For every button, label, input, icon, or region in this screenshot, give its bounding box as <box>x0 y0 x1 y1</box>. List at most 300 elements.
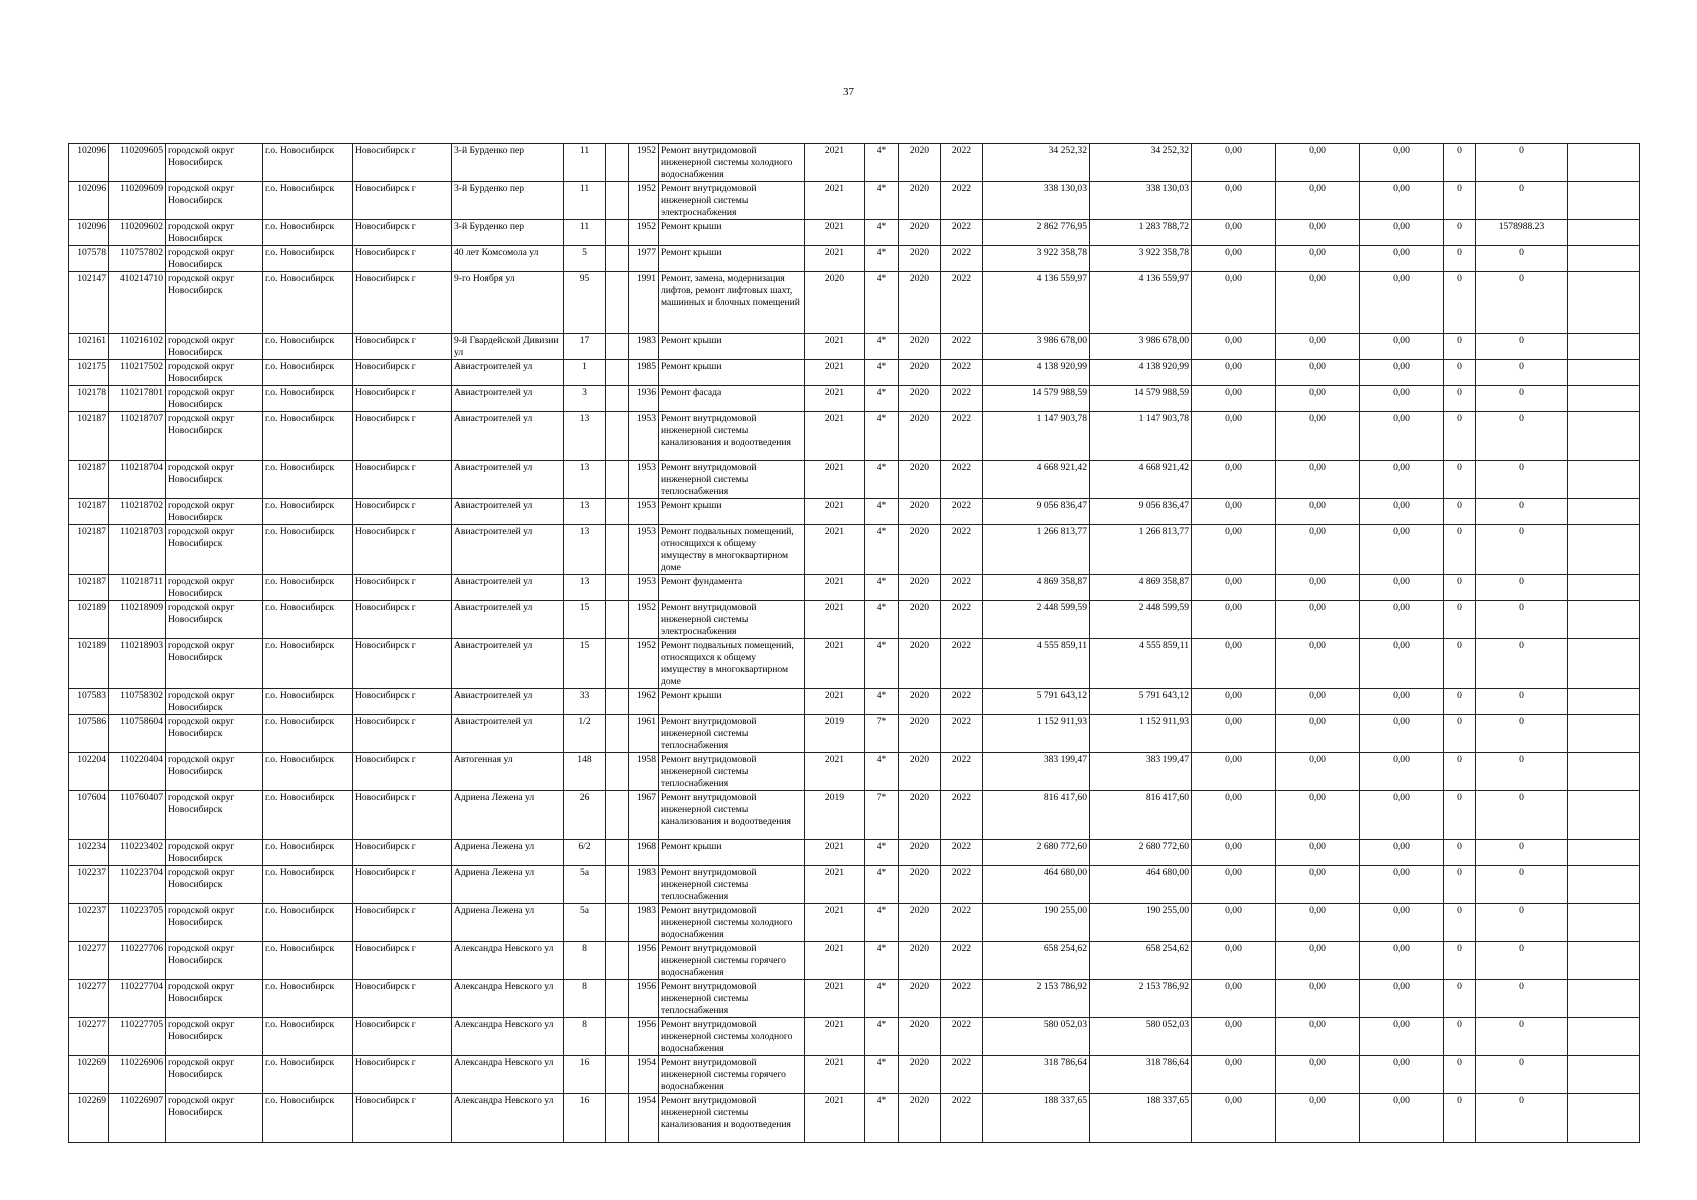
cell-start-year: 2020 <box>899 1056 941 1094</box>
cell-other-count: 0 <box>1444 715 1476 753</box>
cell-fund-cost: 4 555 859,11 <box>1090 639 1192 689</box>
cell-note-mark: 4* <box>865 525 899 575</box>
cell-blank-cell <box>1568 1018 1640 1056</box>
cell-start-year: 2020 <box>899 334 941 360</box>
cell-municipality: городской округ Новосибирск <box>166 639 263 689</box>
table-row <box>69 1018 1640 1056</box>
cell-street: Адриена Лежена ул <box>452 840 564 866</box>
page-number: 37 <box>843 86 854 98</box>
cell-district: г.о. Новосибирск <box>263 601 353 639</box>
cell-street: 3-й Бурденко пер <box>452 144 564 182</box>
cell-fund-cost: 464 680,00 <box>1090 866 1192 904</box>
cell-district: г.о. Новосибирск <box>263 1094 353 1143</box>
cell-construction-year: 1954 <box>629 1094 659 1143</box>
cell-municipality: городской округ Новосибирск <box>166 386 263 412</box>
cell-other-sources: 0 <box>1476 334 1568 360</box>
cell-work-code: 110218702 <box>109 499 166 525</box>
cell-street: Авиастроителей ул <box>452 499 564 525</box>
cell-start-year: 2020 <box>899 461 941 499</box>
cell-budget-cost-3: 0,00 <box>1360 246 1444 272</box>
cell-settlement: Новосибирск г <box>353 246 452 272</box>
cell-settlement: Новосибирск г <box>353 980 452 1018</box>
cell-other-sources: 0 <box>1476 1094 1568 1143</box>
cell-work-type: Ремонт внутридомовой инженерной системы канализования и водоотведения <box>659 412 805 461</box>
cell-blank-cell <box>1568 601 1640 639</box>
cell-budget-cost-2: 0,00 <box>1276 575 1360 601</box>
cell-other-sources: 0 <box>1476 499 1568 525</box>
cell-settlement: Новосибирск г <box>353 1056 452 1094</box>
cell-municipality: городской округ Новосибирск <box>166 980 263 1018</box>
cell-blank-cell <box>1568 182 1640 220</box>
cell-budget-cost-2: 0,00 <box>1276 1094 1360 1143</box>
cell-budget-cost-1: 0,00 <box>1192 499 1276 525</box>
cell-settlement: Новосибирск г <box>353 575 452 601</box>
cell-total-cost: 190 255,00 <box>983 904 1090 942</box>
cell-work-code: 110218711 <box>109 575 166 601</box>
cell-construction-year: 1968 <box>629 840 659 866</box>
table-row <box>69 942 1640 980</box>
cell-total-cost: 1 152 911,93 <box>983 715 1090 753</box>
cell-settlement: Новосибирск г <box>353 1018 452 1056</box>
cell-plan-year: 2021 <box>805 980 865 1018</box>
cell-blank-cell <box>1568 360 1640 386</box>
cell-budget-cost-3: 0,00 <box>1360 525 1444 575</box>
cell-start-year: 2020 <box>899 246 941 272</box>
cell-construction-year: 1956 <box>629 942 659 980</box>
cell-blank-cell <box>1568 246 1640 272</box>
cell-work-code: 110218703 <box>109 525 166 575</box>
cell-plan-year: 2021 <box>805 575 865 601</box>
cell-other-sources: 0 <box>1476 182 1568 220</box>
cell-municipality: городской округ Новосибирск <box>166 1094 263 1143</box>
cell-house-number: 16 <box>564 1056 606 1094</box>
cell-work-type: Ремонт внутридомовой инженерной системы горячего водоснабжения <box>659 942 805 980</box>
cell-note-mark: 4* <box>865 980 899 1018</box>
cell-other-count: 0 <box>1444 525 1476 575</box>
cell-district: г.о. Новосибирск <box>263 220 353 246</box>
table-row <box>69 386 1640 412</box>
cell-other-count: 0 <box>1444 575 1476 601</box>
cell-work-code: 110226907 <box>109 1094 166 1143</box>
cell-other-count: 0 <box>1444 412 1476 461</box>
cell-other-count: 0 <box>1444 360 1476 386</box>
cell-work-type: Ремонт внутридомовой инженерной системы холодного водоснабжения <box>659 904 805 942</box>
cell-settlement: Новосибирск г <box>353 791 452 840</box>
cell-budget-cost-2: 0,00 <box>1276 980 1360 1018</box>
cell-object-id: 102237 <box>69 904 109 942</box>
cell-building-letter <box>606 980 629 1018</box>
cell-other-count: 0 <box>1444 144 1476 182</box>
cell-budget-cost-2: 0,00 <box>1276 866 1360 904</box>
cell-construction-year: 1962 <box>629 689 659 715</box>
cell-total-cost: 14 579 988,59 <box>983 386 1090 412</box>
cell-other-sources: 0 <box>1476 840 1568 866</box>
cell-work-type: Ремонт крыши <box>659 334 805 360</box>
cell-note-mark: 4* <box>865 246 899 272</box>
table-row <box>69 715 1640 753</box>
cell-work-type: Ремонт внутридомовой инженерной системы теплоснабжения <box>659 461 805 499</box>
cell-budget-cost-3: 0,00 <box>1360 791 1444 840</box>
cell-district: г.о. Новосибирск <box>263 525 353 575</box>
cell-start-year: 2020 <box>899 220 941 246</box>
cell-budget-cost-2: 0,00 <box>1276 904 1360 942</box>
cell-blank-cell <box>1568 840 1640 866</box>
cell-construction-year: 1967 <box>629 791 659 840</box>
cell-settlement: Новосибирск г <box>353 386 452 412</box>
cell-budget-cost-1: 0,00 <box>1192 715 1276 753</box>
cell-street: Авиастроителей ул <box>452 575 564 601</box>
cell-object-id: 107586 <box>69 715 109 753</box>
cell-budget-cost-3: 0,00 <box>1360 182 1444 220</box>
cell-other-sources: 0 <box>1476 144 1568 182</box>
cell-budget-cost-1: 0,00 <box>1192 980 1276 1018</box>
cell-budget-cost-1: 0,00 <box>1192 791 1276 840</box>
cell-budget-cost-3: 0,00 <box>1360 715 1444 753</box>
cell-municipality: городской округ Новосибирск <box>166 942 263 980</box>
cell-budget-cost-2: 0,00 <box>1276 499 1360 525</box>
cell-budget-cost-1: 0,00 <box>1192 601 1276 639</box>
cell-budget-cost-2: 0,00 <box>1276 220 1360 246</box>
cell-total-cost: 464 680,00 <box>983 866 1090 904</box>
cell-start-year: 2020 <box>899 1094 941 1143</box>
cell-other-sources: 0 <box>1476 942 1568 980</box>
cell-start-year: 2020 <box>899 980 941 1018</box>
cell-construction-year: 1953 <box>629 525 659 575</box>
cell-district: г.о. Новосибирск <box>263 182 353 220</box>
cell-work-type: Ремонт внутридомовой инженерной системы холодного водоснабжения <box>659 144 805 182</box>
cell-plan-year: 2021 <box>805 753 865 791</box>
cell-note-mark: 4* <box>865 499 899 525</box>
cell-blank-cell <box>1568 334 1640 360</box>
cell-fund-cost: 580 052,03 <box>1090 1018 1192 1056</box>
cell-plan-year: 2020 <box>805 272 865 334</box>
cell-work-code: 110758302 <box>109 689 166 715</box>
cell-budget-cost-2: 0,00 <box>1276 525 1360 575</box>
cell-budget-cost-3: 0,00 <box>1360 386 1444 412</box>
cell-settlement: Новосибирск г <box>353 334 452 360</box>
cell-total-cost: 4 869 358,87 <box>983 575 1090 601</box>
cell-district: г.о. Новосибирск <box>263 980 353 1018</box>
cell-blank-cell <box>1568 412 1640 461</box>
cell-district: г.о. Новосибирск <box>263 753 353 791</box>
cell-construction-year: 1958 <box>629 753 659 791</box>
cell-note-mark: 4* <box>865 220 899 246</box>
cell-construction-year: 1936 <box>629 386 659 412</box>
table-row <box>69 1056 1640 1094</box>
cell-note-mark: 4* <box>865 412 899 461</box>
cell-building-letter <box>606 360 629 386</box>
cell-work-type: Ремонт внутридомовой инженерной системы электроснабжения <box>659 601 805 639</box>
cell-start-year: 2020 <box>899 715 941 753</box>
cell-work-code: 110227705 <box>109 1018 166 1056</box>
cell-object-id: 102187 <box>69 461 109 499</box>
cell-other-count: 0 <box>1444 499 1476 525</box>
cell-other-sources: 0 <box>1476 980 1568 1018</box>
cell-house-number: 11 <box>564 220 606 246</box>
cell-start-year: 2020 <box>899 601 941 639</box>
cell-plan-year: 2019 <box>805 791 865 840</box>
cell-house-number: 5а <box>564 866 606 904</box>
cell-construction-year: 1953 <box>629 499 659 525</box>
cell-house-number: 17 <box>564 334 606 360</box>
cell-budget-cost-2: 0,00 <box>1276 360 1360 386</box>
cell-house-number: 13 <box>564 575 606 601</box>
cell-other-count: 0 <box>1444 942 1476 980</box>
cell-street: Авиастроителей ул <box>452 386 564 412</box>
cell-plan-year: 2021 <box>805 1018 865 1056</box>
cell-start-year: 2020 <box>899 942 941 980</box>
cell-work-code: 410214710 <box>109 272 166 334</box>
cell-settlement: Новосибирск г <box>353 525 452 575</box>
cell-other-count: 0 <box>1444 272 1476 334</box>
cell-street: Александра Невского ул <box>452 980 564 1018</box>
cell-work-type: Ремонт подвальных помещений, относящихся к общему имуществу в многоквартирном доме <box>659 525 805 575</box>
cell-building-letter <box>606 753 629 791</box>
cell-house-number: 11 <box>564 144 606 182</box>
cell-construction-year: 1952 <box>629 639 659 689</box>
cell-budget-cost-1: 0,00 <box>1192 866 1276 904</box>
cell-note-mark: 4* <box>865 866 899 904</box>
cell-municipality: городской округ Новосибирск <box>166 689 263 715</box>
cell-street: Авиастроителей ул <box>452 715 564 753</box>
cell-fund-cost: 2 680 772,60 <box>1090 840 1192 866</box>
cell-budget-cost-1: 0,00 <box>1192 904 1276 942</box>
cell-construction-year: 1952 <box>629 220 659 246</box>
cell-fund-cost: 338 130,03 <box>1090 182 1192 220</box>
cell-end-year: 2022 <box>941 601 983 639</box>
cell-district: г.о. Новосибирск <box>263 386 353 412</box>
cell-plan-year: 2021 <box>805 1094 865 1143</box>
cell-settlement: Новосибирск г <box>353 499 452 525</box>
cell-district: г.о. Новосибирск <box>263 866 353 904</box>
cell-house-number: 13 <box>564 461 606 499</box>
cell-municipality: городской округ Новосибирск <box>166 601 263 639</box>
cell-house-number: 15 <box>564 639 606 689</box>
cell-work-code: 110217502 <box>109 360 166 386</box>
cell-note-mark: 4* <box>865 575 899 601</box>
cell-budget-cost-3: 0,00 <box>1360 220 1444 246</box>
cell-total-cost: 188 337,65 <box>983 1094 1090 1143</box>
cell-start-year: 2020 <box>899 575 941 601</box>
cell-building-letter <box>606 182 629 220</box>
table-row <box>69 1094 1640 1143</box>
cell-end-year: 2022 <box>941 220 983 246</box>
cell-fund-cost: 3 922 358,78 <box>1090 246 1192 272</box>
cell-end-year: 2022 <box>941 942 983 980</box>
cell-budget-cost-3: 0,00 <box>1360 601 1444 639</box>
cell-settlement: Новосибирск г <box>353 840 452 866</box>
cell-start-year: 2020 <box>899 499 941 525</box>
cell-object-id: 102204 <box>69 753 109 791</box>
cell-district: г.о. Новосибирск <box>263 246 353 272</box>
table-row <box>69 144 1640 182</box>
cell-other-count: 0 <box>1444 461 1476 499</box>
cell-budget-cost-3: 0,00 <box>1360 499 1444 525</box>
cell-street: 9-й Гвардейской Дивизии ул <box>452 334 564 360</box>
cell-budget-cost-1: 0,00 <box>1192 386 1276 412</box>
cell-other-count: 0 <box>1444 220 1476 246</box>
cell-municipality: городской округ Новосибирск <box>166 904 263 942</box>
cell-building-letter <box>606 386 629 412</box>
cell-building-letter <box>606 144 629 182</box>
cell-work-code: 110758604 <box>109 715 166 753</box>
cell-construction-year: 1983 <box>629 866 659 904</box>
cell-house-number: 1/2 <box>564 715 606 753</box>
cell-total-cost: 3 922 358,78 <box>983 246 1090 272</box>
cell-settlement: Новосибирск г <box>353 1094 452 1143</box>
cell-building-letter <box>606 575 629 601</box>
cell-object-id: 102269 <box>69 1094 109 1143</box>
cell-total-cost: 2 680 772,60 <box>983 840 1090 866</box>
cell-budget-cost-1: 0,00 <box>1192 182 1276 220</box>
cell-construction-year: 1952 <box>629 144 659 182</box>
cell-other-sources: 0 <box>1476 715 1568 753</box>
cell-house-number: 5 <box>564 246 606 272</box>
cell-plan-year: 2019 <box>805 715 865 753</box>
cell-work-type: Ремонт крыши <box>659 840 805 866</box>
cell-plan-year: 2021 <box>805 461 865 499</box>
cell-building-letter <box>606 942 629 980</box>
cell-building-letter <box>606 525 629 575</box>
cell-plan-year: 2021 <box>805 412 865 461</box>
cell-work-code: 110209602 <box>109 220 166 246</box>
capital-repair-table <box>68 143 1640 1143</box>
cell-street: Александра Невского ул <box>452 942 564 980</box>
cell-blank-cell <box>1568 575 1640 601</box>
cell-budget-cost-2: 0,00 <box>1276 689 1360 715</box>
cell-other-count: 0 <box>1444 601 1476 639</box>
cell-work-code: 110218909 <box>109 601 166 639</box>
cell-budget-cost-2: 0,00 <box>1276 144 1360 182</box>
cell-budget-cost-1: 0,00 <box>1192 334 1276 360</box>
table-row <box>69 791 1640 840</box>
cell-other-count: 0 <box>1444 1094 1476 1143</box>
cell-house-number: 8 <box>564 980 606 1018</box>
cell-start-year: 2020 <box>899 866 941 904</box>
cell-street: Авиастроителей ул <box>452 360 564 386</box>
cell-budget-cost-2: 0,00 <box>1276 601 1360 639</box>
cell-street: 40 лет Комсомола ул <box>452 246 564 272</box>
cell-blank-cell <box>1568 499 1640 525</box>
cell-fund-cost: 1 283 788,72 <box>1090 220 1192 246</box>
cell-fund-cost: 1 147 903,78 <box>1090 412 1192 461</box>
cell-start-year: 2020 <box>899 182 941 220</box>
cell-work-code: 110227704 <box>109 980 166 1018</box>
cell-object-id: 102096 <box>69 182 109 220</box>
cell-district: г.о. Новосибирск <box>263 639 353 689</box>
table-row <box>69 499 1640 525</box>
table-body <box>69 144 1640 1143</box>
cell-note-mark: 4* <box>865 272 899 334</box>
cell-settlement: Новосибирск г <box>353 715 452 753</box>
cell-fund-cost: 3 986 678,00 <box>1090 334 1192 360</box>
cell-plan-year: 2021 <box>805 525 865 575</box>
cell-budget-cost-2: 0,00 <box>1276 461 1360 499</box>
cell-fund-cost: 14 579 988,59 <box>1090 386 1192 412</box>
cell-house-number: 15 <box>564 601 606 639</box>
cell-municipality: городской округ Новосибирск <box>166 220 263 246</box>
cell-budget-cost-3: 0,00 <box>1360 461 1444 499</box>
cell-note-mark: 4* <box>865 386 899 412</box>
cell-budget-cost-1: 0,00 <box>1192 144 1276 182</box>
table-row <box>69 272 1640 334</box>
cell-district: г.о. Новосибирск <box>263 791 353 840</box>
cell-fund-cost: 318 786,64 <box>1090 1056 1192 1094</box>
cell-house-number: 8 <box>564 1018 606 1056</box>
cell-work-code: 110216102 <box>109 334 166 360</box>
cell-end-year: 2022 <box>941 715 983 753</box>
cell-total-cost: 816 417,60 <box>983 791 1090 840</box>
cell-object-id: 102161 <box>69 334 109 360</box>
cell-blank-cell <box>1568 220 1640 246</box>
cell-district: г.о. Новосибирск <box>263 272 353 334</box>
cell-work-type: Ремонт внутридомовой инженерной системы электроснабжения <box>659 182 805 220</box>
cell-note-mark: 4* <box>865 461 899 499</box>
cell-budget-cost-3: 0,00 <box>1360 866 1444 904</box>
cell-fund-cost: 658 254,62 <box>1090 942 1192 980</box>
cell-note-mark: 4* <box>865 942 899 980</box>
cell-work-type: Ремонт внутридомовой инженерной системы теплоснабжения <box>659 980 805 1018</box>
cell-other-count: 0 <box>1444 639 1476 689</box>
cell-budget-cost-2: 0,00 <box>1276 840 1360 866</box>
cell-other-count: 0 <box>1444 866 1476 904</box>
cell-total-cost: 3 986 678,00 <box>983 334 1090 360</box>
cell-plan-year: 2021 <box>805 689 865 715</box>
cell-start-year: 2020 <box>899 791 941 840</box>
cell-other-count: 0 <box>1444 753 1476 791</box>
cell-object-id: 107604 <box>69 791 109 840</box>
cell-budget-cost-1: 0,00 <box>1192 1056 1276 1094</box>
cell-municipality: городской округ Новосибирск <box>166 499 263 525</box>
cell-work-type: Ремонт внутридомовой инженерной системы канализования и водоотведения <box>659 1094 805 1143</box>
cell-district: г.о. Новосибирск <box>263 575 353 601</box>
cell-fund-cost: 4 138 920,99 <box>1090 360 1192 386</box>
cell-budget-cost-3: 0,00 <box>1360 980 1444 1018</box>
cell-budget-cost-1: 0,00 <box>1192 272 1276 334</box>
cell-settlement: Новосибирск г <box>353 753 452 791</box>
cell-work-type: Ремонт фундамента <box>659 575 805 601</box>
cell-plan-year: 2021 <box>805 904 865 942</box>
cell-budget-cost-3: 0,00 <box>1360 904 1444 942</box>
cell-budget-cost-3: 0,00 <box>1360 840 1444 866</box>
cell-total-cost: 383 199,47 <box>983 753 1090 791</box>
cell-budget-cost-1: 0,00 <box>1192 639 1276 689</box>
cell-house-number: 5а <box>564 904 606 942</box>
cell-street: Адриена Лежена ул <box>452 791 564 840</box>
cell-budget-cost-2: 0,00 <box>1276 1018 1360 1056</box>
cell-district: г.о. Новосибирск <box>263 412 353 461</box>
cell-building-letter <box>606 1056 629 1094</box>
cell-building-letter <box>606 246 629 272</box>
cell-budget-cost-1: 0,00 <box>1192 1094 1276 1143</box>
cell-other-sources: 0 <box>1476 639 1568 689</box>
cell-work-type: Ремонт крыши <box>659 499 805 525</box>
cell-building-letter <box>606 220 629 246</box>
cell-blank-cell <box>1568 980 1640 1018</box>
cell-other-count: 0 <box>1444 904 1476 942</box>
cell-budget-cost-2: 0,00 <box>1276 1056 1360 1094</box>
cell-plan-year: 2021 <box>805 144 865 182</box>
cell-other-sources: 0 <box>1476 461 1568 499</box>
cell-note-mark: 4* <box>865 1056 899 1094</box>
cell-other-sources: 0 <box>1476 412 1568 461</box>
cell-other-count: 0 <box>1444 246 1476 272</box>
cell-house-number: 3 <box>564 386 606 412</box>
table-row <box>69 575 1640 601</box>
cell-budget-cost-3: 0,00 <box>1360 1018 1444 1056</box>
cell-street: Александра Невского ул <box>452 1018 564 1056</box>
cell-street: Авиастроителей ул <box>452 525 564 575</box>
